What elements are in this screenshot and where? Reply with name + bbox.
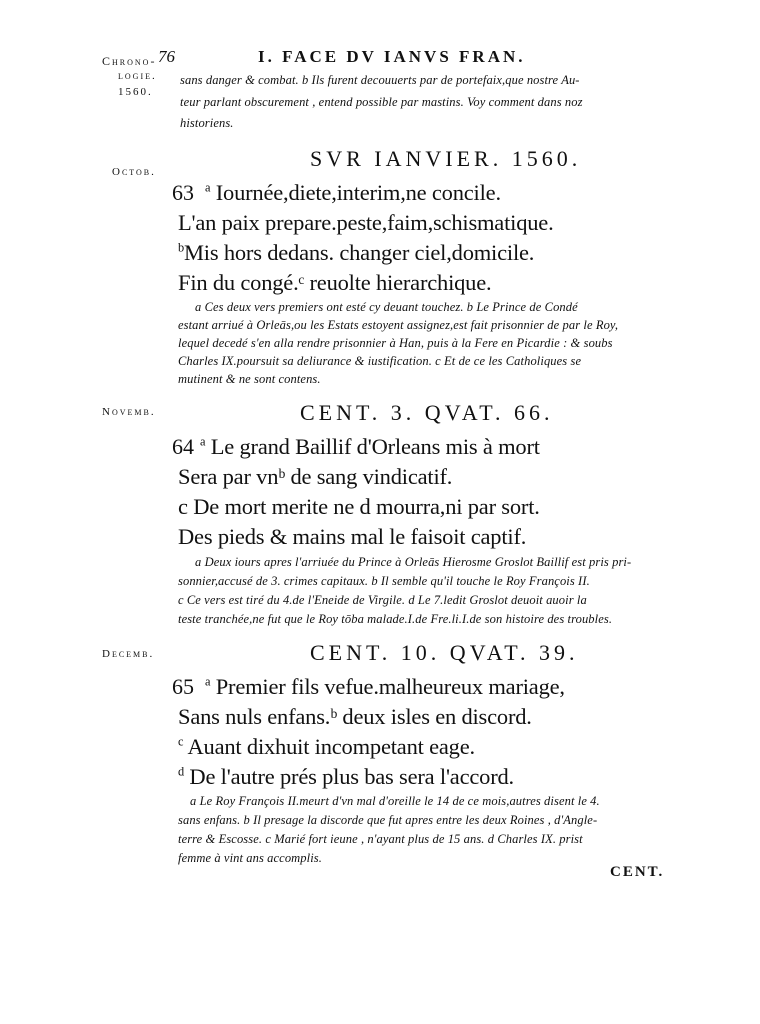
section-heading: CENT. 10. QVAT. 39. — [310, 640, 579, 665]
margin-month: Decemb. — [102, 648, 155, 660]
verse-line: $^d$ De l'autre prés plus bas sera l'accord. — [178, 764, 514, 789]
verse-line: Fin du congé.ᶜ reuolte hierarchique. — [178, 270, 492, 295]
verse-mark: c — [178, 734, 184, 749]
verse-line: Sans nuls enfans.ᵇ deux isles en discord. — [178, 704, 532, 729]
margin-logie: logie. — [118, 70, 157, 82]
verse-line: Des pieds & mains mal le faisoit captif. — [178, 524, 527, 549]
quatrain-number: 65 — [172, 674, 194, 699]
running-title: I. FACE DV IANVS FRAN. — [258, 47, 526, 66]
verse-mark: b — [178, 240, 184, 255]
verse-line: $^a$ Iournée,diete,interim,ne concile. — [205, 180, 501, 205]
note-line: a Le Roy François II.meurt d'vn mal d'oreille le 14 de ce mois,autres disent le 4. — [190, 794, 600, 808]
section-heading: CENT. 3. QVAT. 66. — [300, 400, 554, 425]
top-note-line: teur parlant obscurement , entend possible par mastins. Voy comment dans noz — [180, 95, 583, 109]
verse-line: $^b$Mis hors dedans. changer ciel,domicile. — [178, 240, 535, 265]
margin-year: 1560. — [118, 86, 153, 98]
note-line: estant arriué à Orleās,ou les Estats estoyent assignez,est fait prisonnier de par le Roy, — [178, 318, 619, 332]
verse-line: Sera par vnᵇ de sang vindicatif. — [178, 464, 453, 489]
verse-mark: d — [178, 764, 184, 779]
verse-mark: a — [200, 434, 206, 449]
note-line: sonnier,accusé de 3. crimes capitaux. b Il semble qu'il touche le Roy François II. — [178, 574, 590, 588]
section-heading: SVR IANVIER. 1560. — [310, 146, 582, 171]
note-line: terre & Escosse. c Marié fort ieune , n'ayant plus de 15 ans. d Charles IX. prist — [178, 832, 583, 846]
quatrain-number: 63 — [172, 180, 194, 205]
note-line: teste tranchée,ne fut que le Roy tōba malade.I.de Fre.li.I.de son histoire des troubles. — [178, 612, 613, 626]
verse-line: L'an paix prepare.peste,faim,schismatique. — [178, 210, 554, 235]
verse-mark: a — [205, 674, 211, 689]
note-line: Charles IX.poursuit sa deliurance & iustification. c Et de ce les Catholiques se — [178, 354, 582, 368]
note-line: mutinent & ne sont contens. — [178, 372, 321, 386]
quatrain-number: 64 — [172, 434, 194, 459]
note-line: lequel decedé s'en alla rendre prisonnier à Han, puis à la Fere en Picardie : & soubs — [178, 336, 613, 350]
top-note-line: historiens. — [180, 116, 234, 130]
margin-month: Octob. — [112, 166, 156, 178]
note-line: a Deux iours apres l'arriuée du Prince à Orleās Hierosme Groslot Baillif est pris pri- — [195, 555, 632, 569]
verse-line: c De mort merite ne d mourra,ni par sort. — [178, 494, 540, 519]
top-note-line: sans danger & combat. b Ils furent decouuerts par de portefaix,que nostre Au- — [180, 73, 580, 87]
note-line: a Ces deux vers premiers ont esté cy deuant touchez. b Le Prince de Condé — [195, 300, 578, 314]
verse-line: $^c$ Auant dixhuit incompetant eage. — [178, 734, 475, 759]
verse-mark: a — [205, 180, 211, 195]
verse-line: $^a$ Premier fils vefue.malheureux mariage, — [205, 674, 565, 699]
note-line: femme à vint ans accomplis. — [178, 851, 322, 865]
note-line: c Ce vers est tiré du 4.de l'Eneide de Virgile. d Le 7.ledit Groslot deuoit auoir la — [178, 593, 587, 607]
margin-month: Novemb. — [102, 406, 156, 418]
page-number: 76 — [158, 47, 175, 66]
verse-line: $^a$ Le grand Baillif d'Orleans mis à mort — [200, 434, 540, 459]
margin-chronologie: Chrono- — [102, 54, 157, 68]
catchword: CENT. — [610, 864, 665, 880]
note-line: sans enfans. b Il presage la discorde que fut apres entre les deux Roines , d'Angle- — [178, 813, 598, 827]
